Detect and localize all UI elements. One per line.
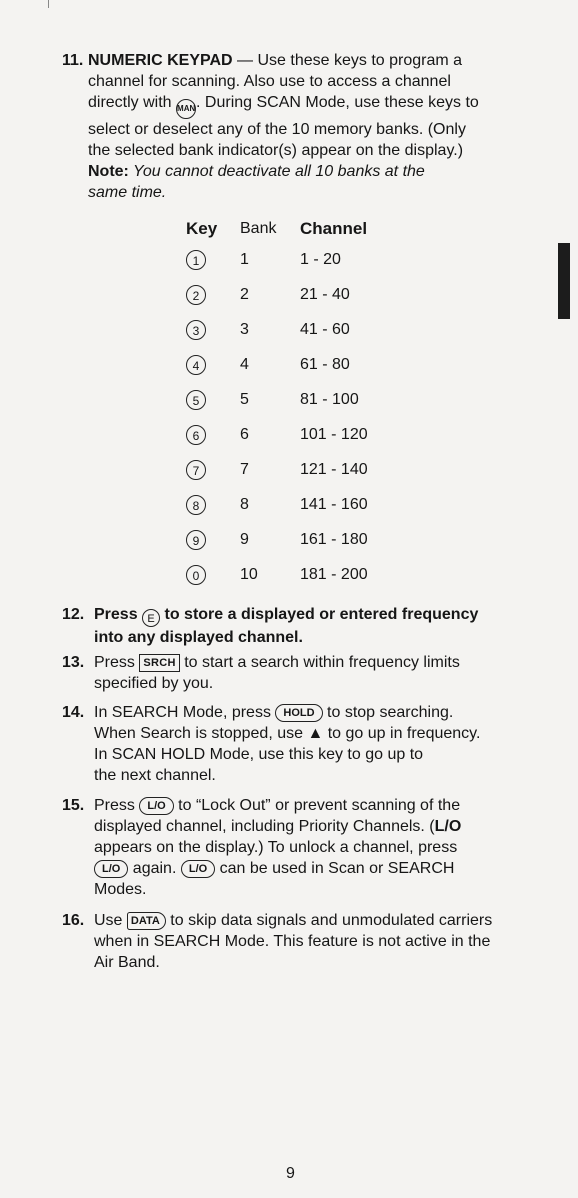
bank-cell: 3 bbox=[240, 320, 249, 338]
table-row bbox=[186, 347, 368, 382]
page-edge-mark bbox=[48, 0, 49, 8]
bank-cell: 5 bbox=[240, 390, 249, 408]
lockout-key-icon: L/O bbox=[94, 860, 128, 878]
bank-channel-table bbox=[186, 216, 368, 592]
channel-cell: 61 - 80 bbox=[300, 355, 350, 373]
item-11-line3a: directly with bbox=[88, 94, 172, 111]
item-16-number: 16. bbox=[62, 912, 85, 929]
channel-cell: 81 - 100 bbox=[300, 390, 359, 408]
table-row bbox=[186, 557, 368, 592]
bank-cell: 9 bbox=[240, 530, 249, 548]
page-number: 9 bbox=[286, 1165, 295, 1182]
table-header-row bbox=[186, 216, 368, 242]
table-row bbox=[186, 242, 368, 277]
item-12-b: to store a displayed or entered frequency bbox=[164, 606, 479, 623]
item-16-b: to skip data signals and unmodulated carriers bbox=[170, 912, 493, 929]
channel-cell: 161 - 180 bbox=[300, 530, 368, 548]
channel-cell: 21 - 40 bbox=[300, 285, 350, 303]
key-9-icon: 9 bbox=[186, 530, 206, 550]
item-14-b: to stop searching. bbox=[327, 704, 454, 721]
item-15-number: 15. bbox=[62, 797, 85, 814]
hold-key-icon: HOLD bbox=[275, 704, 322, 722]
item-11-number: 11. bbox=[62, 52, 84, 69]
item-16-a: Use bbox=[94, 912, 123, 929]
key-4-icon: 4 bbox=[186, 355, 206, 375]
key-5-icon: 5 bbox=[186, 390, 206, 410]
channel-cell: 1 - 20 bbox=[300, 250, 341, 268]
item-16-line3: Air Band. bbox=[94, 954, 160, 971]
section-tab-marker bbox=[558, 243, 570, 319]
bank-cell: 2 bbox=[240, 285, 249, 303]
key-7-icon: 7 bbox=[186, 460, 206, 480]
item-11-dash: — bbox=[232, 52, 258, 69]
data-key-icon: DATA bbox=[127, 912, 166, 930]
table-row bbox=[186, 277, 368, 312]
item-11-line1: Use these keys to program a bbox=[257, 52, 463, 69]
table-row bbox=[186, 522, 368, 557]
item-14-line3: In SCAN HOLD Mode, use this key to go up to bbox=[94, 746, 424, 763]
item-15-line4a: again. bbox=[132, 860, 177, 877]
channel-cell: 121 - 140 bbox=[300, 460, 368, 478]
bank-cell: 8 bbox=[240, 495, 249, 513]
header-channel: Channel bbox=[300, 219, 368, 238]
channel-cell: 41 - 60 bbox=[300, 320, 350, 338]
key-3-icon: 3 bbox=[186, 320, 206, 340]
channel-cell: 181 - 200 bbox=[300, 565, 368, 583]
item-14-line2: When Search is stopped, use ▲ to go up in frequency. bbox=[94, 725, 481, 742]
item-15-b: to “Lock Out” or prevent scanning of the bbox=[178, 797, 461, 814]
item-11-line5: the selected bank indicator(s) appear on the display.) bbox=[88, 142, 464, 159]
key-8-icon: 8 bbox=[186, 495, 206, 515]
item-11-line3b: . During SCAN Mode, use these keys to bbox=[196, 94, 479, 111]
key-1-icon: 1 bbox=[186, 250, 206, 270]
item-12-a: Press bbox=[94, 606, 138, 623]
note-label: Note: bbox=[88, 163, 129, 180]
item-13-line2: specified by you. bbox=[94, 675, 214, 692]
table-row bbox=[186, 312, 368, 347]
bank-cell: 1 bbox=[240, 250, 249, 268]
item-11-line2: channel for scanning. Also use to access a channel bbox=[88, 73, 451, 90]
item-15-line3: appears on the display.) To unlock a channel, press bbox=[94, 839, 458, 856]
table-row bbox=[186, 452, 368, 487]
bank-cell: 4 bbox=[240, 355, 249, 373]
channel-cell: 101 - 120 bbox=[300, 425, 368, 443]
item-11-heading: NUMERIC KEYPAD bbox=[88, 52, 233, 69]
bank-cell: 7 bbox=[240, 460, 249, 478]
item-11-line4: select or deselect any of the 10 memory banks. (Only bbox=[88, 121, 466, 138]
channel-cell: 141 - 160 bbox=[300, 495, 368, 513]
item-12-line2: into any displayed channel. bbox=[94, 629, 303, 646]
item-14-number: 14. bbox=[62, 704, 85, 721]
man-key-icon: MAN bbox=[176, 99, 196, 119]
item-13-a: Press bbox=[94, 654, 135, 671]
bank-cell: 10 bbox=[240, 565, 258, 583]
lockout-key-icon: L/O bbox=[139, 797, 173, 815]
item-16-line2: when in SEARCH Mode. This feature is not active in the bbox=[94, 933, 491, 950]
item-14-line4: the next channel. bbox=[94, 767, 216, 784]
item-14-a: In SEARCH Mode, press bbox=[94, 704, 271, 721]
key-2-icon: 2 bbox=[186, 285, 206, 305]
item-15-line2a: displayed channel, including Priority Channels. ( bbox=[94, 818, 435, 835]
item-12-number: 12. bbox=[62, 606, 85, 623]
item-15-a: Press bbox=[94, 797, 135, 814]
header-key: Key bbox=[186, 219, 218, 238]
item-15-line4b: can be used in Scan or SEARCH bbox=[219, 860, 455, 877]
header-bank: Bank bbox=[240, 220, 277, 237]
note-line2: same time. bbox=[88, 184, 167, 201]
key-6-icon: 6 bbox=[186, 425, 206, 445]
bank-cell: 6 bbox=[240, 425, 249, 443]
key-0-icon: 0 bbox=[186, 565, 206, 585]
table-row bbox=[186, 382, 368, 417]
item-15-line5: Modes. bbox=[94, 881, 147, 898]
lockout-key-icon: L/O bbox=[181, 860, 215, 878]
item-13-number: 13. bbox=[62, 654, 85, 671]
note-line1: You cannot deactivate all 10 banks at the bbox=[128, 163, 425, 180]
table-row bbox=[186, 417, 368, 452]
table-row bbox=[186, 487, 368, 522]
srch-key-icon: SRCH bbox=[139, 654, 179, 672]
item-13-b: to start a search within frequency limits bbox=[184, 654, 460, 671]
e-key-icon: E bbox=[142, 609, 160, 627]
item-15-line2b: L/O bbox=[434, 818, 462, 835]
